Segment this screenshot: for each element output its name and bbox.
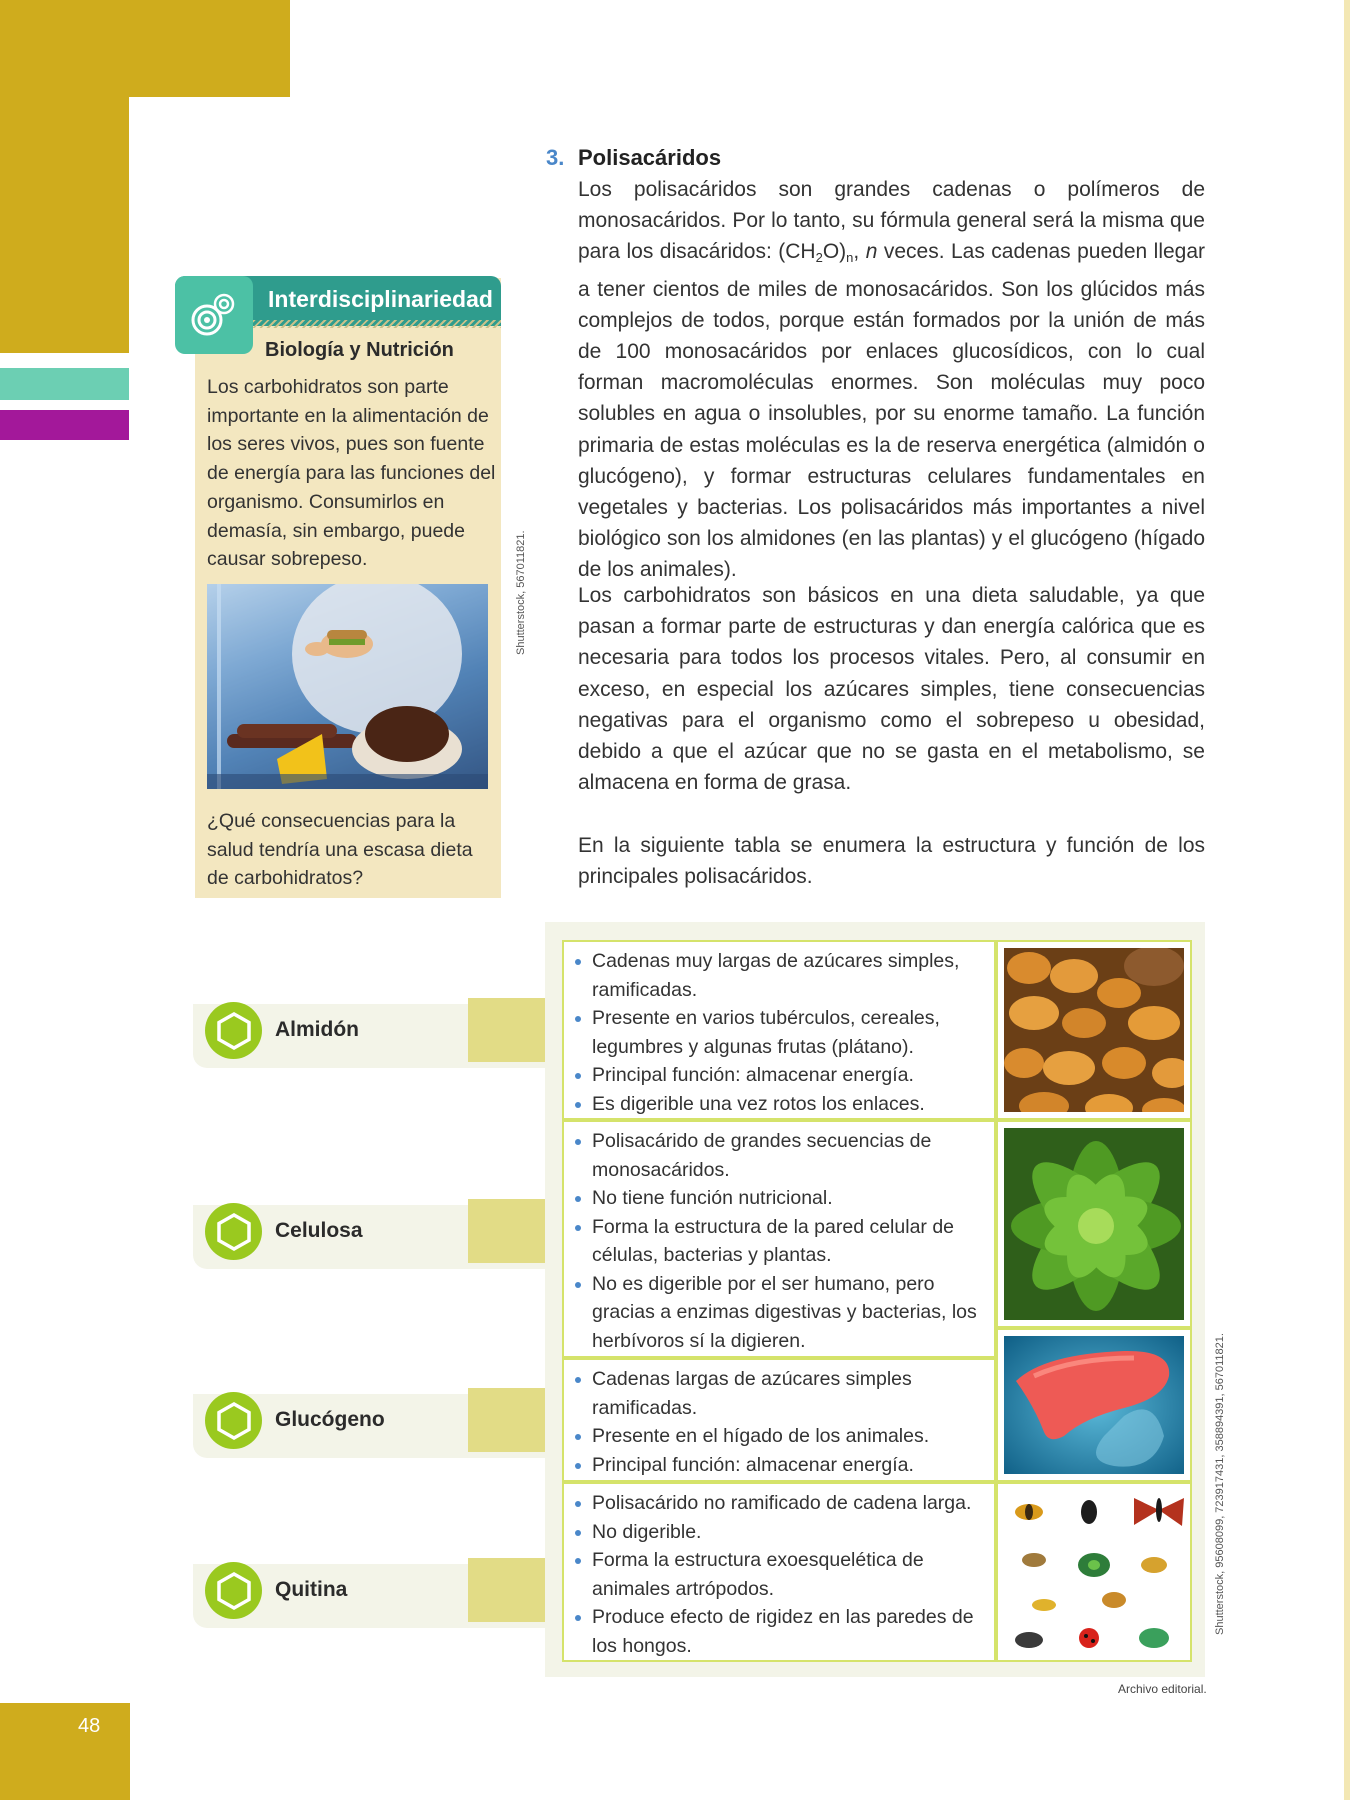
list-item: No tiene función nutricional. [592,1184,984,1213]
list-item: Polisacárido no ramificado de cadena larga. [592,1489,984,1518]
table-row-glucogeno-image [996,1328,1192,1482]
interdisciplinary-body: Los carbohidratos son parte importante en la alimentación de los seres vivos, pues son fuente de energía para las funciones del organismo. Consumirlos en demasía, sin embargo, puede causar sobrepeso. [207,376,496,571]
row-label-tab [468,1558,545,1622]
hexagon-ring-icon [214,1401,254,1441]
interdisciplinary-subtitle: Biología y Nutrición [265,339,454,361]
fridge-eating-photo [207,584,488,789]
list-item: Polisacárido de grandes secuencias de monosacáridos. [592,1127,984,1184]
section-number: 3. [546,145,565,170]
table-row-quitina-image [996,1482,1192,1662]
list-item: Produce efecto de rigidez en las paredes de los hongos. [592,1603,984,1660]
page-number-block [0,1703,130,1800]
insects-image [1004,1490,1184,1654]
list-item: No digerible. [592,1518,984,1547]
list-item: Cadenas muy largas de azúcares simples, ramificadas. [592,947,984,1004]
table-row-almidon-description [562,940,996,1120]
row-label-tab [468,1388,545,1452]
table-row-almidon-image [996,940,1192,1120]
row-label-almidon: Almidón [275,1018,359,1041]
side-stripe-teal [0,368,129,400]
corner-decoration-top [0,0,290,97]
list-item: Cadenas largas de azúcares simples ramificadas. [592,1365,984,1422]
interdisciplinary-icon-box [175,276,253,354]
paragraph-2: Los carbohidratos son básicos en una dieta saludable, ya que pasan a formar parte de estructuras y dan energía calórica que es necesaria para todos los procesos vitales. Pero, al consumir en exceso, en especial los azúcares simples, tiene consecuencias negativas para el organismo como el sobrepeso u obesidad, debido a que el azúcar que no se gasta en el metabolismo, se almacena en forma de grasa. [578,584,1205,795]
list-item: Forma la estructura de la pared celular de células, bacterias y plantas. [592,1213,984,1270]
succulent-plant-image [1004,1128,1184,1320]
table-row-celulosa-description [562,1120,996,1358]
table-footer-credit: Archivo editorial. [1118,1682,1207,1696]
side-decoration-gold [0,97,129,353]
photo-credit: Shutterstock, 567011821. [515,530,527,655]
table-row-glucogeno-description [562,1358,996,1482]
row-label-glucogeno: Glucógeno [275,1408,385,1431]
interdisciplinary-title: Interdisciplinariedad [268,286,493,312]
label-icon-circle [205,1203,262,1260]
label-icon-circle [205,1002,262,1059]
liver-image [1004,1336,1184,1474]
header-hatch-decoration [253,320,501,328]
table-image-credit: Shutterstock, 95608099, 723917431, 358894391, 567011821. [1214,1333,1226,1635]
row-label-celulosa: Celulosa [275,1219,363,1242]
list-item: Es digerible una vez rotos los enlaces. [592,1090,984,1119]
row-label-quitina: Quitina [275,1578,348,1601]
list-item: Presente en varios tubérculos, cereales, legumbres y algunas frutas (plátano). [592,1004,984,1061]
row-label-tab [468,1199,545,1263]
paragraph-3: En la siguiente tabla se enumera la estructura y función de los principales polisacáridos. [578,834,1205,889]
concentric-circles-icon [189,290,239,340]
side-stripe-magenta [0,410,129,440]
label-icon-circle [205,1562,262,1619]
list-item: Principal función: almacenar energía. [592,1061,984,1090]
paragraph-1: Los polisacáridos son grandes cadenas o polímeros de monosacáridos. Por lo tanto, su fórmula general será la misma que para los disacáridos: $(CH_2O)_n$, n veces. Las cadenas pueden llegar a tener cientos de miles de monosacáridos. Son los glúcidos más complejos de todos, porque están formados por la unión de más de 100 monosacáridos por enlaces glucosídicos, con lo cual forman macromoléculas enormes. Son moléculas muy poco solubles en agua o insolubles, por su enorme tamaño. La función primaria de estas moléculas es la de reserva energética (almidón o glucógeno), y formar estructuras celulares fundamentales en vegetales y bacterias. Los polisacáridos más importantes a nivel biológico son los almidones (en las plantas) y el glucógeno (hígado de los animales). [578,178,1206,582]
hexagon-ring-icon [214,1011,254,1051]
list-item: Principal función: almacenar energía. [592,1451,984,1480]
table-row-celulosa-image [996,1120,1192,1328]
list-item: No es digerible por el ser humano, pero gracias a enzimas digestivas y bacterias, los herbívoros sí la digieren. [592,1270,984,1356]
hexagon-ring-icon [214,1571,254,1611]
row-label-tab [468,998,545,1062]
list-item: Forma la estructura exoesquelética de animales artrópodos. [592,1546,984,1603]
page-edge [1344,0,1350,1800]
hexagon-ring-icon [214,1212,254,1252]
page-number: 48 [78,1715,101,1737]
interdisciplinary-question: ¿Qué consecuencias para la salud tendría una escasa dieta de carbohidratos? [207,810,473,890]
section-title: Polisacáridos [578,145,722,170]
list-item: Presente en el hígado de los animales. [592,1422,984,1451]
label-icon-circle [205,1392,262,1449]
table-row-quitina-description [562,1482,996,1662]
potatoes-image [1004,948,1184,1112]
